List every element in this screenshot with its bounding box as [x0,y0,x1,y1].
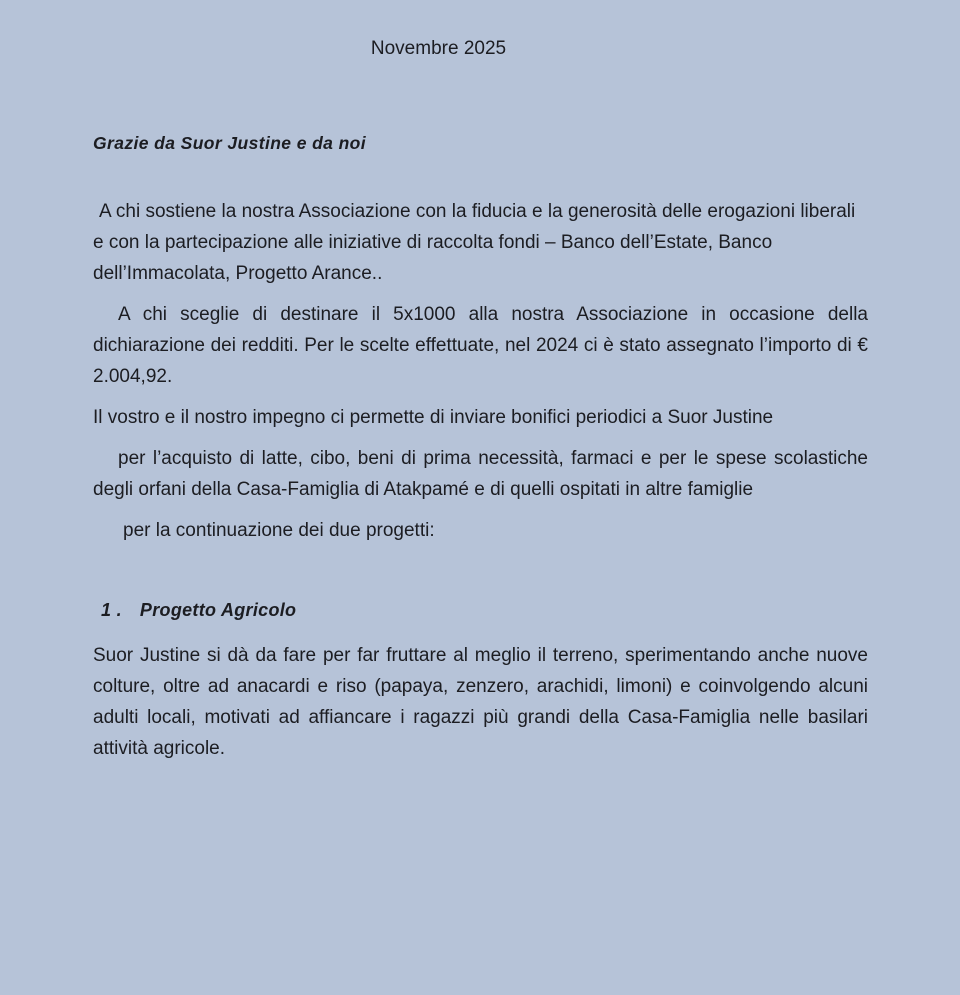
paragraph-continuazione: per la continuazione dei due progetti: [123,520,435,541]
document-heading: Grazie da Suor Justine e da noi [93,133,367,153]
list-item-label: Progetto Agricolo [139,600,297,620]
list-item-number: 1 . [101,600,122,620]
list-item-progetto-agricolo [93,598,868,622]
paragraph-acquisto: per l’acquisto di latte, cibo, beni di prima necessità, farmaci e per le spese scolastiche degli orfani della Casa-Famiglia di Atakpamé e di quelli ospitati in altre famiglie [93,448,868,500]
paragraph-cinque-per-mille: A chi sceglie di destinare il 5x1000 alla nostra Associazione in occasione della dichiarazione dei redditi. Per le scelte effettuate, nel 2024 ci è stato assegnato l’importo di € 2.004,92. [93,304,868,387]
paragraph-sostiene: A chi sostiene la nostra Associazione con la fiducia e la generosità delle erogazioni liberali e con la partecipazione alle iniziative di raccolta fondi – Banco dell’Estate, Banco dell’Immacolata, Progetto Arance.. [93,201,856,284]
paragraph-progetto-descrizione: Suor Justine si dà da fare per far fruttare al meglio il terreno, sperimentando anche nuove colture, oltre ad anacardi e riso (papaya, zenzero, arachidi, limoni) e coinvolgendo alcuni adulti locali, motivati ad affiancare i ragazzi più grandi della Casa-Famiglia nelle basilari attività agricole. [93,645,868,759]
paragraph-impegno: Il vostro e il nostro impegno ci permette di inviare bonifici periodici a Suor Justine [93,407,774,428]
date-line: Novembre 2025 [370,38,507,59]
